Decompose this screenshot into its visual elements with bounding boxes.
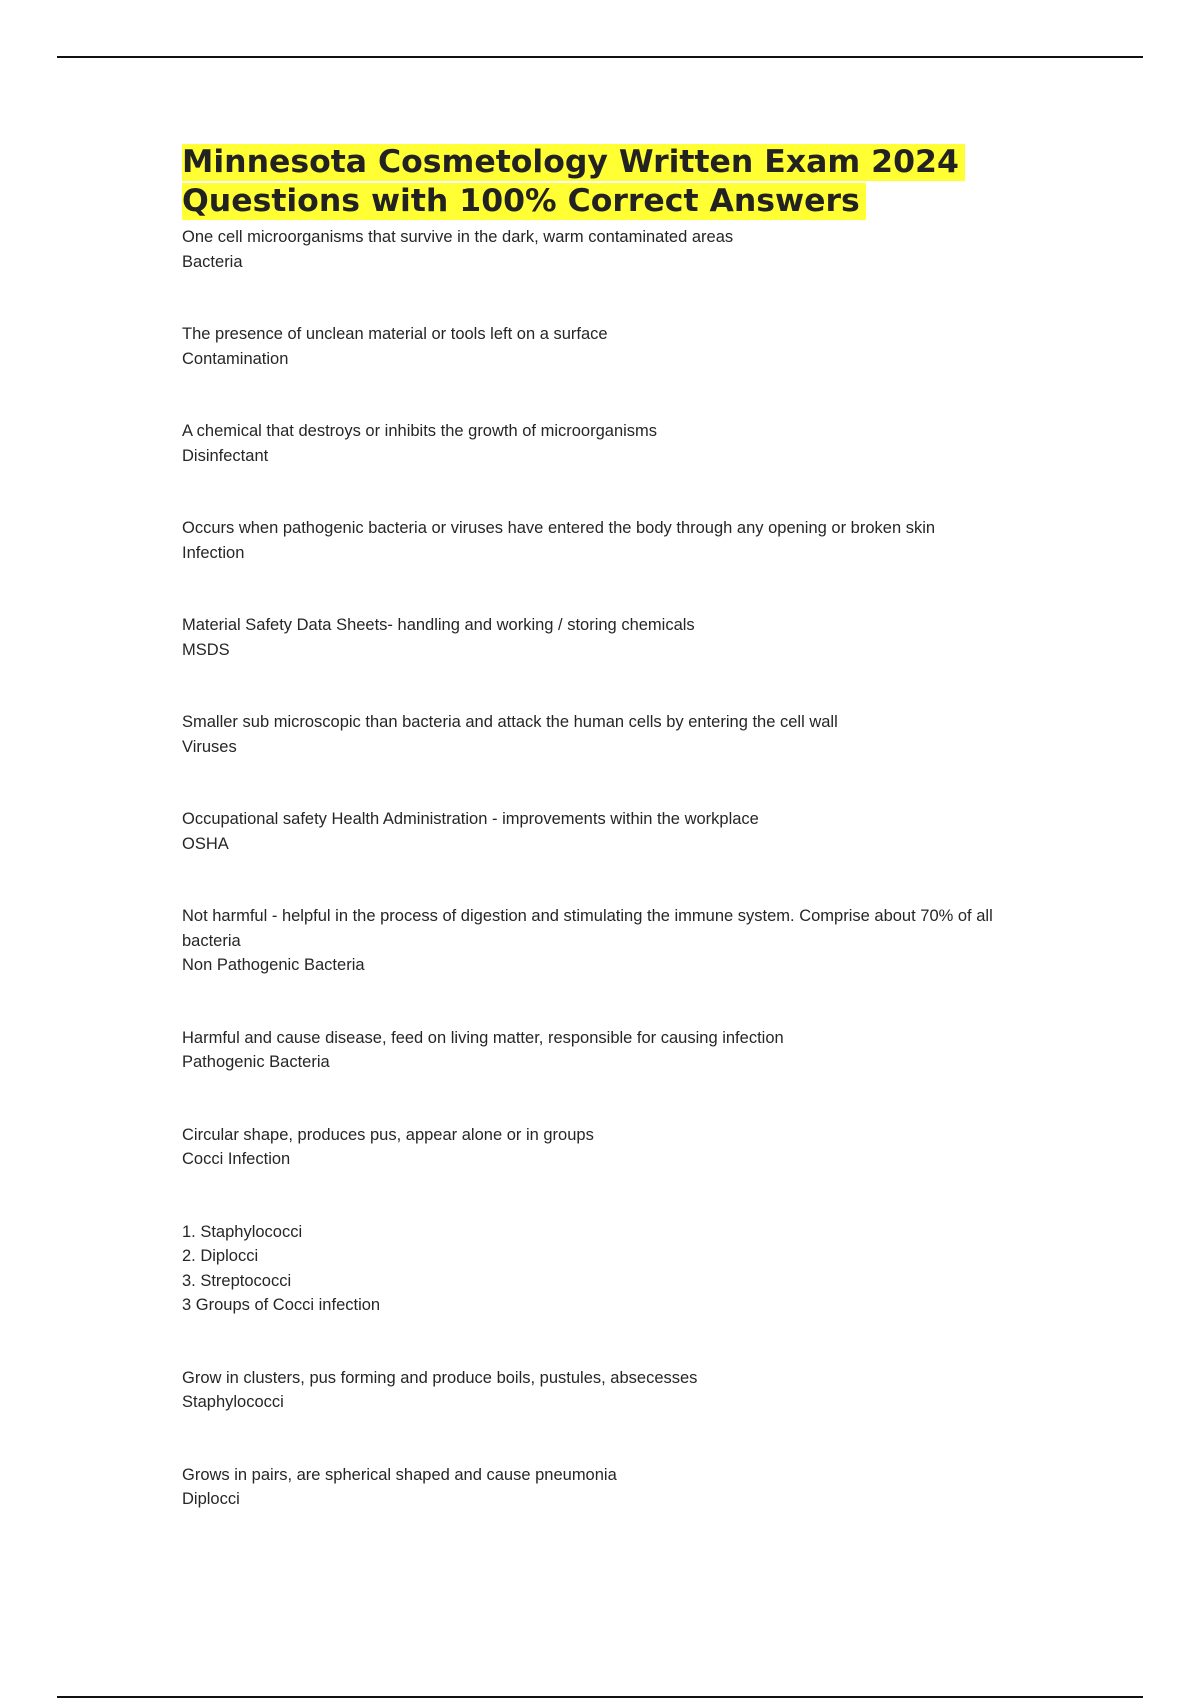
question-text: Material Safety Data Sheets- handling and working / storing chemicals [182,616,695,634]
qa-item-pathogenic [182,1026,1032,1075]
qa-item-cocci-groups [182,1220,1032,1318]
answer-text: 3 Groups of Cocci infection [182,1296,381,1314]
question-text: Smaller sub microscopic than bacteria and attack the human cells by entering the cell wall [182,713,838,731]
question-text: One cell microorganisms that survive in the dark, warm contaminated areas [182,228,734,246]
question-text: Grow in clusters, pus forming and produce boils, pustules, absecesses [182,1368,698,1387]
qa-item-non-pathogenic [182,904,1032,978]
answer-text: Diplocci [182,1490,240,1508]
question-text: Not harmful - helpful in the process of digestion and stimulating the immune system. Comprise about 70% of all bacteria [182,907,993,950]
answer-text: Infection [182,543,245,562]
document-title [182,143,1032,221]
qa-item-contamination [182,322,1032,371]
answer-text: Pathogenic Bacteria [182,1053,330,1071]
question-text: Occupational safety Health Administration - improvements within the workplace [182,810,759,828]
answer-text: OSHA [182,834,229,853]
footer-rule [57,1696,1143,1698]
qa-item-osha [182,807,1032,856]
document-body [182,143,1032,1512]
question-text: Occurs when pathogenic bacteria or viruses have entered the body through any opening or broken skin [182,519,936,537]
question-text: A chemical that destroys or inhibits the growth of microorganisms [182,422,658,440]
question-line: 3. Streptococci [182,1271,292,1290]
qa-item-bacteria [182,225,1032,274]
answer-text: Bacteria [182,252,243,271]
answer-text: Non Pathogenic Bacteria [182,956,365,974]
title-line-1: Minnesota Cosmetology Written Exam 2024 [182,144,965,181]
answer-text: MSDS [182,640,230,659]
question-text: Circular shape, produces pus, appear alone or in groups [182,1125,594,1144]
qa-item-staphylococci [182,1366,1032,1415]
qa-item-infection [182,516,1032,565]
answer-text: Cocci Infection [182,1150,291,1168]
answer-text: Viruses [182,737,237,756]
qa-item-cocci [182,1123,1032,1172]
question-text: Grows in pairs, are spherical shaped and cause pneumonia [182,1465,617,1484]
answer-text: Staphylococci [182,1393,284,1411]
answer-text: Disinfectant [182,446,269,465]
question-text: Harmful and cause disease, feed on living matter, responsible for causing infection [182,1028,784,1047]
question-line: 2. Diplocci [182,1247,259,1265]
qa-item-viruses [182,710,1032,759]
qa-item-disinfectant [182,419,1032,468]
question-text: The presence of unclean material or tools left on a surface [182,325,608,343]
qa-item-msds [182,613,1032,662]
qa-item-diplocci [182,1463,1032,1512]
answer-text: Contamination [182,349,289,368]
title-line-2: Questions with 100% Correct Answers [182,183,866,220]
question-line: 1. Staphylococci [182,1222,303,1241]
header-rule [57,56,1143,58]
